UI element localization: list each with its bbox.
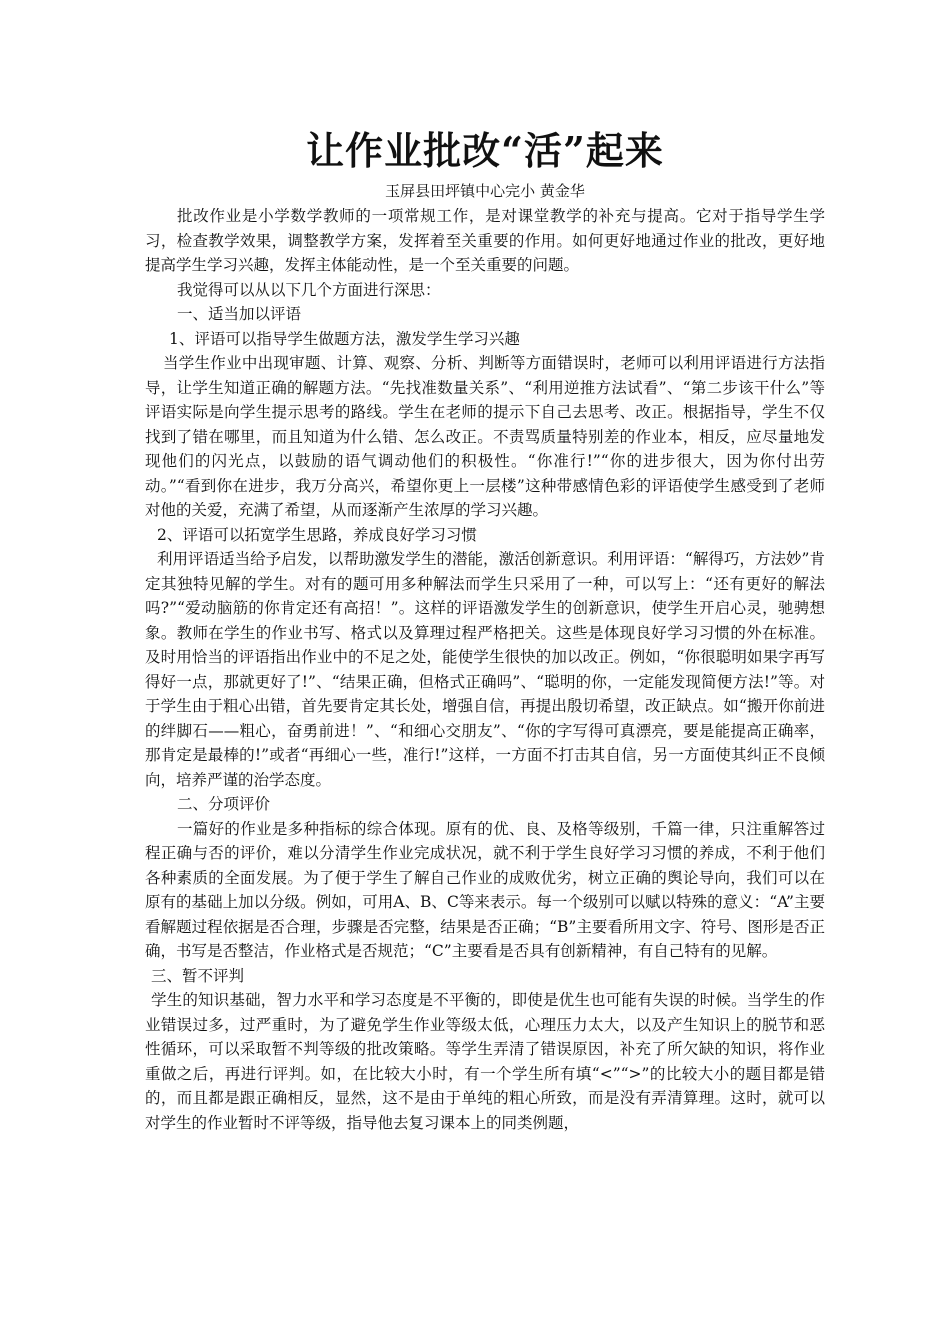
section-heading-2: 二、分项评价 <box>177 795 271 813</box>
section-heading-1: 一、适当加以评语 <box>177 305 302 323</box>
document-page <box>145 128 825 1135</box>
section-heading-3: 三、暂不评判 <box>151 966 245 985</box>
paragraph-body-3: 一篇好的作业是多种指标的综合体现。原有的优、良、及格等级别，千篇一律，只注重解答过程正确与否的评价，难以分清学生作业完成状况，就不利于学生良好学习习惯的养成，不利于他们各种素质的全面发展。为了便于学生了解自己作业的成败优劣，树立正确的舆论导向，我们可以在原有的基础上加以分级。例如，可用A、B、C等来表示。每一个级别可以赋以特殊的意义：“A”主要看解题过程依据是否合理，步骤是否完整，结果是否正确；“B”主要看所用文字、符号、图形是否正确，书写是否整洁，作业格式是否规范；“C”主要看是否具有创新精神，有自己特有的见解。 <box>145 819 825 960</box>
paragraph-body-1: 当学生作业中出现审题、计算、观察、分析、判断等方面错误时，老师可以利用评语进行方法指导，让学生知道正确的解题方法。“先找准数量关系”、“利用逆推方法试看”、“第二步该干什么”等评语实际是向学生提示思考的路线。学生在老师的提示下自己去思考、改正。根据指导，学生不仅找到了错在哪里，而且知道为什么错、怎么改正。不责骂质量特别差的作业本，相反，应尽量地发现他们的闪光点，以鼓励的语气调动他们的积极性。“你准行!”“你的进步很大，因为你付出劳动。”“看到你在进步，我万分高兴，希望你更上一层楼”这种带感情色彩的评语使学生感受到了老师对他的关爱，充满了希望，从而逐渐产生浓厚的学习兴趣。 <box>145 354 825 519</box>
paragraph-lead: 我觉得可以从以下几个方面进行深思： <box>177 280 441 299</box>
paragraph-intro: 批改作业是小学数学教师的一项常规工作，是对课堂教学的补充与提高。它对于指导学生学习，检查教学效果，调整教学方案，发挥着至关重要的作用。如何更好地通过作业的批改，更好地提高学生学习兴趣，发挥主体能动性，是一个至关重要的问题。 <box>145 207 825 274</box>
subsection-heading-2: 2、评语可以拓宽学生思路，养成良好学习习惯 <box>157 525 477 544</box>
document-title: 让作业批改“活”起来 <box>306 128 664 173</box>
author-line: 玉屏县田坪镇中心完小 黄金华 <box>385 182 585 200</box>
subsection-heading-1: 1、评语可以指导学生做题方法，激发学生学习兴趣 <box>169 329 520 348</box>
paragraph-body-4: 学生的知识基础，智力水平和学习态度是不平衡的，即使是优生也可能有失误的时候。当学生的作业错误过多，过严重时，为了避免学生作业等级太低，心理压力太大，以及产生知识上的脱节和恶性循环，可以采取暂不判等级的批改策略。等学生弄清了错误原因，补充了所欠缺的知识，将作业重做之后，再进行评判。如，在比较大小时，有一个学生所有填“<”“>”的比较大小的题目都是错的，而且都是跟正确相反，显然，这不是由于单纯的粗心所致，而是没有弄清算理。这时，就可以对学生的作业暂时不评等级，指导他去复习课本上的同类例题， <box>145 991 825 1132</box>
paragraph-body-2: 利用评语适当给予启发，以帮助激发学生的潜能，激活创新意识。利用评语：“解得巧，方法妙”肯定其独特见解的学生。对有的题可用多种解法而学生只采用了一种，可以写上：“还有更好的解法吗?”“爱动脑筋的你肯定还有高招！”。这样的评语激发学生的创新意识，使学生开启心灵，驰骋想象。教师在学生的作业书写、格式以及算理过程严格把关。这些是体现良好学习习惯的外在标准。及时用恰当的评语指出作业中的不足之处，能使学生很快的加以改正。例如，“你很聪明如果字再写得好一点，那就更好了!”、“结果正确，但格式正确吗”、“聪明的你，一定能发现简便方法!”等。对于学生由于粗心出错，首先要肯定其长处，增强自信，再提出殷切希望，改正缺点。如“搬开你前进的绊脚石——粗心，奋勇前进！”、“和细心交朋友”、“你的字写得可真漂亮，要是能提高正确率，那肯定是最棒的!”或者“再细心一些，准行!”这样，一方面不打击其自信，另一方面使其纠正不良倾向，培养严谨的治学态度。 <box>145 550 825 789</box>
